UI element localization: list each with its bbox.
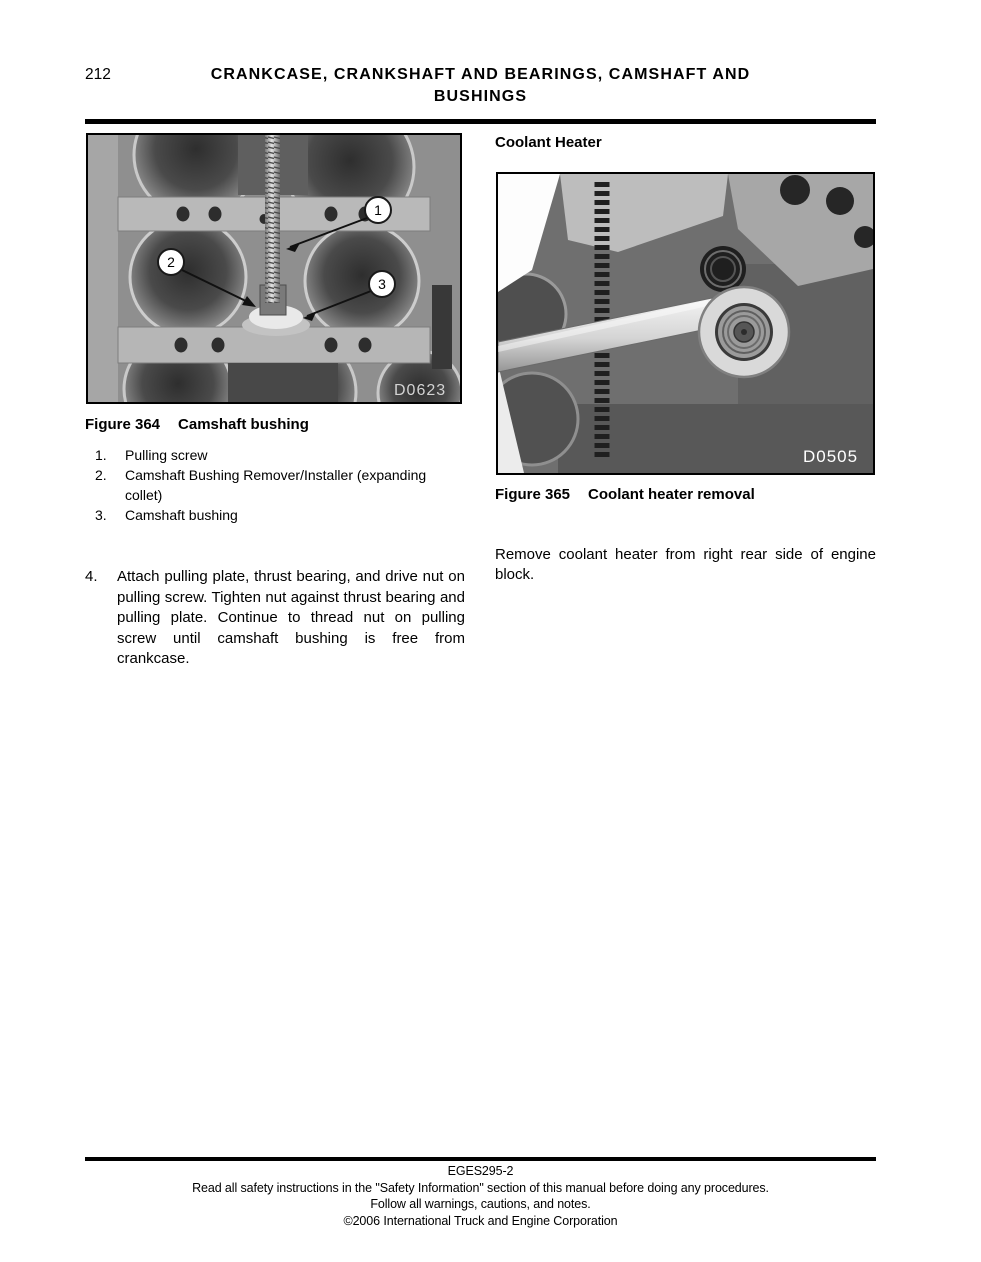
callout-2-number: 2 bbox=[167, 254, 175, 271]
legend-item bbox=[95, 505, 455, 525]
legend-item-text: Pulling screw bbox=[125, 447, 208, 463]
coolant-heater-plug bbox=[718, 306, 770, 358]
step-number: 4. bbox=[85, 568, 98, 585]
camshaft-bushing-photo-illustration bbox=[88, 135, 460, 402]
callout-3-marker bbox=[369, 271, 395, 297]
callout-1-marker bbox=[365, 197, 391, 223]
footer-copyright-line: ©2006 International Truck and Engine Corporation bbox=[343, 1213, 618, 1228]
heater-port-threads bbox=[700, 246, 746, 292]
legend-item-number: 3. bbox=[95, 507, 107, 523]
footer-warnings-line: Follow all warnings, cautions, and notes. bbox=[370, 1197, 591, 1211]
legend-item bbox=[95, 465, 455, 505]
callout-2-marker bbox=[158, 249, 184, 275]
page-title-line1: CRANKCASE, CRANKSHAFT AND BEARINGS, CAMSHAFT AND bbox=[210, 66, 751, 83]
figure-364-label: Figure 364 bbox=[85, 416, 161, 433]
pulling-screw-illustration bbox=[265, 135, 280, 303]
figure-365-title: Coolant heater removal bbox=[588, 486, 755, 503]
procedure-step-4 bbox=[85, 567, 465, 670]
figure-364-title: Camshaft bushing bbox=[178, 416, 309, 433]
page-footer bbox=[85, 1163, 876, 1229]
figure-364-legend bbox=[95, 445, 455, 525]
figure-364-caption bbox=[85, 416, 309, 434]
figure-365-photo bbox=[496, 172, 875, 475]
legend-item-number: 2. bbox=[95, 467, 107, 483]
header-rule bbox=[85, 119, 876, 124]
figure-364-photo bbox=[86, 133, 462, 404]
coolant-heater-heading: Coolant Heater bbox=[495, 134, 602, 151]
callout-3-number: 3 bbox=[378, 276, 386, 293]
figure-365-caption bbox=[495, 486, 755, 504]
figure-365-label: Figure 365 bbox=[495, 486, 571, 503]
legend-item-number: 1. bbox=[95, 447, 107, 463]
callout-1-number: 1 bbox=[374, 202, 382, 219]
footer-rule bbox=[85, 1157, 876, 1161]
coolant-heater-body-text: Remove coolant heater from right rear side of engine block. bbox=[495, 546, 876, 583]
photo-id-label-d0623: D0623 bbox=[394, 382, 447, 399]
footer-safety-line: Read all safety instructions in the "Safety Information" section of this manual before doing any procedures. bbox=[192, 1180, 769, 1195]
footer-doc-code: EGES295-2 bbox=[447, 1164, 514, 1178]
page-title bbox=[85, 64, 876, 108]
step-text: Attach pulling plate, thrust bearing, and drive nut on pulling screw. Tighten nut against thrust bearing and pulling plate. Continue to thread nut on pulling screw until camshaft bushing is free from crankcase. bbox=[117, 568, 465, 667]
legend-item-text: Camshaft bushing bbox=[125, 507, 238, 523]
photo-id-label-d0505: D0505 bbox=[803, 447, 859, 466]
page-title-line2: BUSHINGS bbox=[433, 88, 528, 105]
page-number: 212 bbox=[85, 66, 111, 83]
legend-item-text: Camshaft Bushing Remover/Installer (expanding collet) bbox=[125, 467, 427, 503]
coolant-heater-photo-illustration bbox=[498, 174, 873, 473]
legend-item bbox=[95, 445, 455, 465]
